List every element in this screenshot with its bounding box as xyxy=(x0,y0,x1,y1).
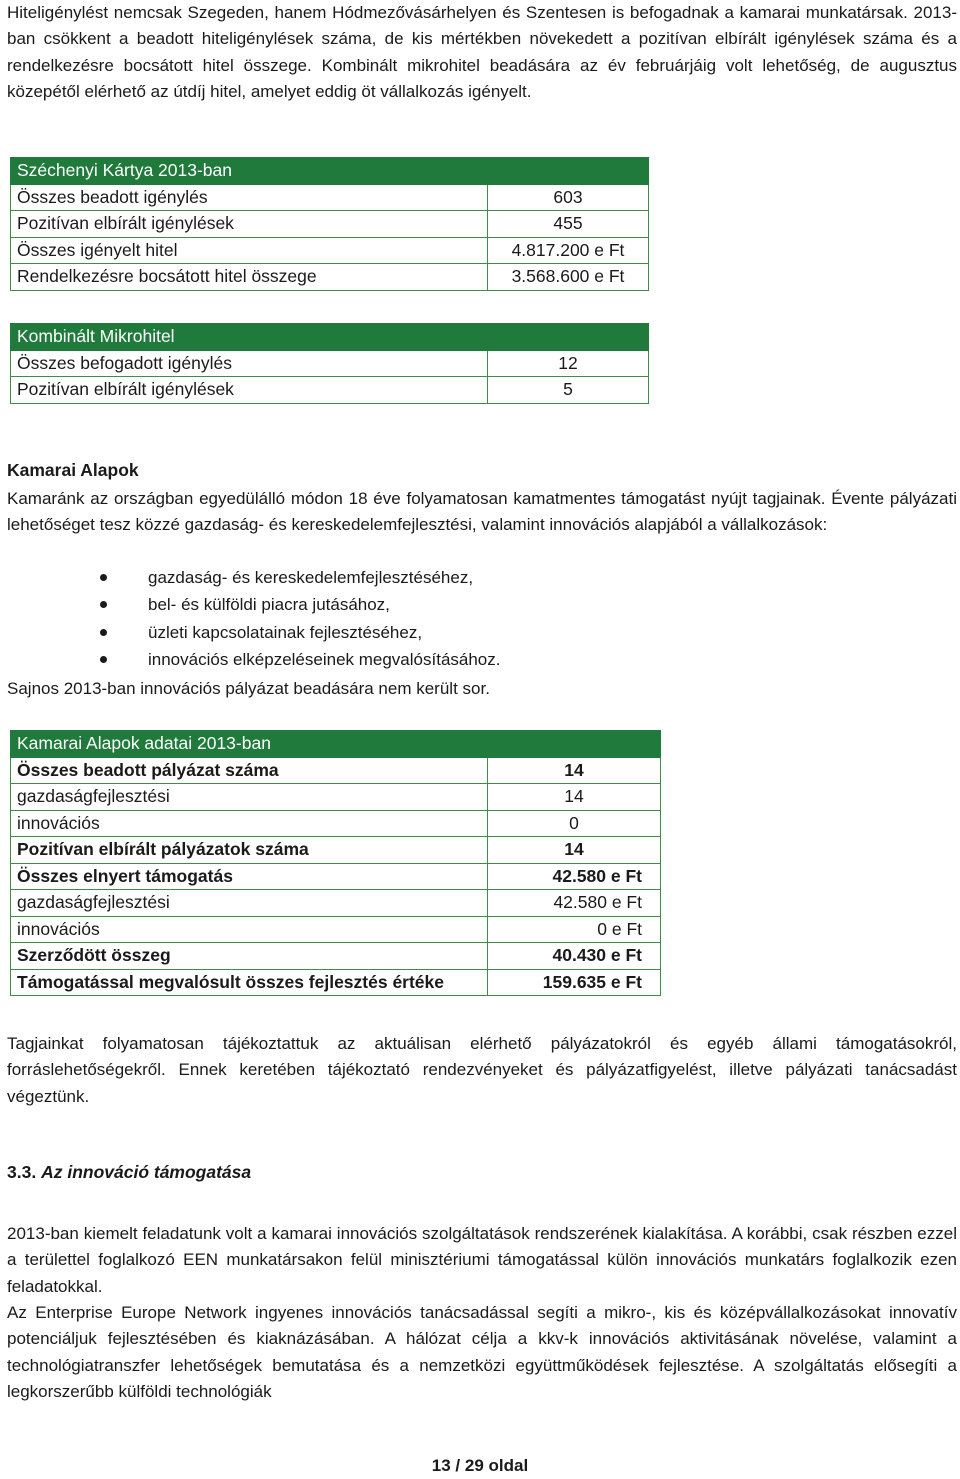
row-value: 14 xyxy=(488,837,661,864)
list-item: üzleti kapcsolatainak fejlesztéséhez, xyxy=(100,619,500,646)
table-header xyxy=(11,324,649,351)
section-title: Az innováció támogatása xyxy=(41,1162,252,1182)
page-number: 13 / 29 oldal xyxy=(431,1456,529,1475)
row-label: innovációs xyxy=(11,916,488,943)
table-row xyxy=(11,890,661,917)
section-number: 3.3. xyxy=(7,1162,37,1182)
table-row xyxy=(11,969,661,996)
row-label: Pozitívan elbírált pályázatok száma xyxy=(11,837,488,864)
row-value: 12 xyxy=(488,350,649,377)
table-row xyxy=(11,211,649,238)
row-label: gazdaságfejlesztési xyxy=(11,784,488,811)
table-row xyxy=(11,916,661,943)
row-value: 14 xyxy=(488,784,661,811)
row-label: Összes befogadott igénylés xyxy=(11,350,488,377)
tajekoztatas-paragraph: Tagjainkat folyamatosan tájékoztattuk az aktuálisan elérhető pályázatokról és egyéb állami támogatásokról, forráslehetőségekről. Ennek keretében tájékoztató rendezvényeket és pályázatfigyelést, illetve pályázati tanácsadást végeztünk. xyxy=(7,1034,957,1106)
table-row xyxy=(11,757,661,784)
kamarai-alapok-adatai-table xyxy=(10,730,661,996)
table-title: Széchenyi Kártya 2013-ban xyxy=(11,158,649,185)
table-header xyxy=(11,158,649,185)
list-item: innovációs elképzeléseinek megvalósításához. xyxy=(100,646,500,673)
kamarai-closing: Sajnos 2013-ban innovációs pályázat beadására nem került sor. xyxy=(7,679,490,698)
row-label: Összes beadott pályázat száma xyxy=(11,757,488,784)
row-value: 14 xyxy=(488,757,661,784)
row-label: Szerződött összeg xyxy=(11,943,488,970)
kamarai-alapok-paragraph: Kamaránk az országban egyedülálló módon 18 éve folyamatosan kamatmentes támogatást nyújt tagjainak. Évente pályázati lehetőséget tesz közzé gazdaság- és kereskedelemfejlesztési, valamint innovációs alapjából a vállalkozások: xyxy=(7,489,957,535)
row-value: 3.568.600 e Ft xyxy=(488,264,649,291)
bullet-icon xyxy=(100,656,107,663)
row-value: 5 xyxy=(488,377,649,404)
row-value: 40.430 e Ft xyxy=(488,943,661,970)
row-label: Rendelkezésre bocsátott hitel összege xyxy=(11,264,488,291)
kamarai-alapok-list xyxy=(100,564,500,674)
row-value: 0 xyxy=(488,810,661,837)
row-label: Pozitívan elbírált igénylések xyxy=(11,211,488,238)
row-value: 159.635 e Ft xyxy=(488,969,661,996)
kamarai-alapok-heading: Kamarai Alapok xyxy=(7,460,139,480)
row-value: 603 xyxy=(488,184,649,211)
row-label: Összes igényelt hitel xyxy=(11,237,488,264)
row-label: Támogatással megvalósult összes fejlesztés értéke xyxy=(11,969,488,996)
row-label: Pozitívan elbírált igénylések xyxy=(11,377,488,404)
innovacio-paragraph-2: Az Enterprise Europe Network ingyenes innovációs tanácsadással segíti a mikro-, kis és középvállalkozásokat innovatív potenciáljuk fejlesztésében és kiaknázásában. A hálózat célja a kkv-k innovációs aktivitásának növelése, valamint a technológiatranszfer lehetőségek bemutatása és a nemzetközi együttműködések fejlesztése. A szolgáltatás elősegíti a legkorszerűbb külföldi technológiák xyxy=(7,1303,957,1402)
table-row xyxy=(11,264,649,291)
szechenyi-kartya-table xyxy=(10,157,649,291)
table-row xyxy=(11,184,649,211)
row-value: 455 xyxy=(488,211,649,238)
row-value: 42.580 e Ft xyxy=(488,890,661,917)
row-label: gazdaságfejlesztési xyxy=(11,890,488,917)
row-label: Összes elnyert támogatás xyxy=(11,863,488,890)
table-row xyxy=(11,784,661,811)
table-row xyxy=(11,237,649,264)
table-row xyxy=(11,943,661,970)
table-title: Kombinált Mikrohitel xyxy=(11,324,649,351)
row-label: Összes beadott igénylés xyxy=(11,184,488,211)
table-header xyxy=(11,731,661,758)
table-row xyxy=(11,377,649,404)
section-heading xyxy=(7,1162,251,1183)
kombinalt-mikrohitel-table xyxy=(10,323,649,404)
bullet-icon xyxy=(100,574,107,581)
list-item: bel- és külföldi piacra jutásához, xyxy=(100,591,500,618)
table-row xyxy=(11,863,661,890)
table-row xyxy=(11,837,661,864)
row-value: 0 e Ft xyxy=(488,916,661,943)
row-label: innovációs xyxy=(11,810,488,837)
row-value: 42.580 e Ft xyxy=(488,863,661,890)
intro-paragraph: Hiteligénylést nemcsak Szegeden, hanem Hódmezővásárhelyen és Szentesen is befogadnak a kamarai munkatársak. 2013-ban csökkent a beadott hiteligénylések száma, de kis mértékben növekedett a pozitívan elbírált igénylések száma és a rendelkezésre bocsátott hitel összege. Kombinált mikrohitel beadására az év februárjáig volt lehetőség, de augusztus közepétől elérhető az útdíj hitel, amelyet eddig öt vállalkozás igényelt. xyxy=(7,3,957,102)
bullet-icon xyxy=(100,601,107,608)
innovacio-paragraph-1: 2013-ban kiemelt feladatunk volt a kamarai innovációs szolgáltatások rendszerének kialakítása. A korábbi, csak részben ezzel a területtel foglalkozó EEN munkatársakon felül minisztériumi támogatással külön innovációs munkatárs foglalkozik ezen feladatokkal. xyxy=(7,1224,957,1296)
table-row xyxy=(11,810,661,837)
list-item: gazdaság- és kereskedelemfejlesztéséhez, xyxy=(100,564,500,591)
table-row xyxy=(11,350,649,377)
table-title: Kamarai Alapok adatai 2013-ban xyxy=(11,731,661,758)
row-value: 4.817.200 e Ft xyxy=(488,237,649,264)
bullet-icon xyxy=(100,629,107,636)
